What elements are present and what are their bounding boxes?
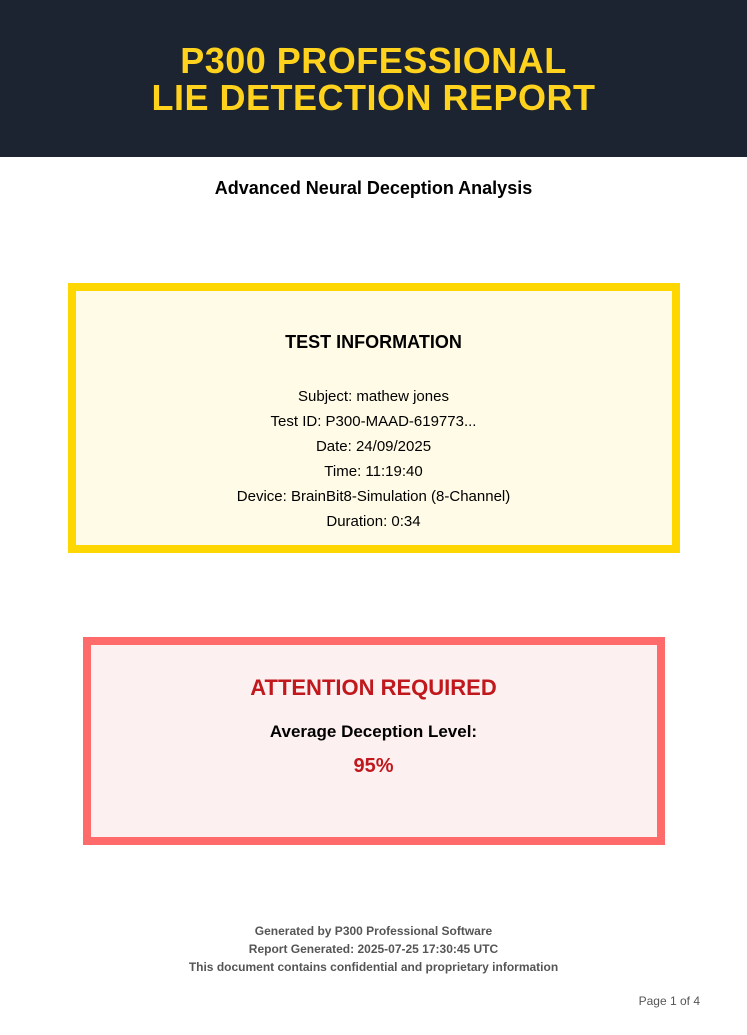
footer-generated-by: Generated by P300 Professional Software xyxy=(254,924,493,938)
test-information-heading: TEST INFORMATION xyxy=(285,332,462,352)
report-header-band xyxy=(0,0,747,157)
report-title-line-1: P300 PROFESSIONAL xyxy=(180,39,567,81)
test-info-value: BrainBit8-Simulation (8-Channel) xyxy=(290,488,511,505)
test-info-row-test-id xyxy=(76,409,672,434)
deception-level-label: Average Deception Level: xyxy=(269,722,478,741)
test-info-value: mathew jones xyxy=(356,388,449,405)
test-info-row-time xyxy=(76,459,672,484)
footer-report-generated: Report Generated: 2025-07-25 17:30:45 UTC xyxy=(248,942,499,956)
report-subtitle: Advanced Neural Deception Analysis xyxy=(214,178,533,198)
test-info-label: Subject: xyxy=(298,388,353,405)
page-indicator: Page 1 of 4 xyxy=(638,994,700,1008)
test-info-value: 11:19:40 xyxy=(365,463,423,480)
report-title xyxy=(151,39,596,118)
test-info-row-date xyxy=(76,434,672,459)
test-info-label: Device: xyxy=(236,488,287,505)
test-info-label: Duration: xyxy=(326,513,388,530)
test-info-row-subject xyxy=(76,384,672,409)
test-info-row-device xyxy=(76,484,672,509)
test-info-value: 0:34 xyxy=(391,513,421,530)
test-information-card xyxy=(68,283,680,553)
test-info-row-duration xyxy=(76,509,672,534)
report-footer xyxy=(0,922,747,976)
test-information-rows xyxy=(76,384,672,534)
test-info-label: Time: xyxy=(324,463,362,480)
attention-required-heading: ATTENTION REQUIRED xyxy=(250,675,497,700)
test-info-label: Date: xyxy=(315,438,352,455)
deception-level-value: 95% xyxy=(353,755,394,777)
test-info-value: P300-MAAD-619773... xyxy=(325,413,477,430)
test-info-value: 24/09/2025 xyxy=(355,438,432,455)
test-info-label: Test ID: xyxy=(270,413,322,430)
report-title-line-2: LIE DETECTION REPORT xyxy=(151,76,596,118)
attention-required-card xyxy=(83,637,665,845)
footer-confidential-notice: This document contains confidential and proprietary information xyxy=(188,960,559,974)
